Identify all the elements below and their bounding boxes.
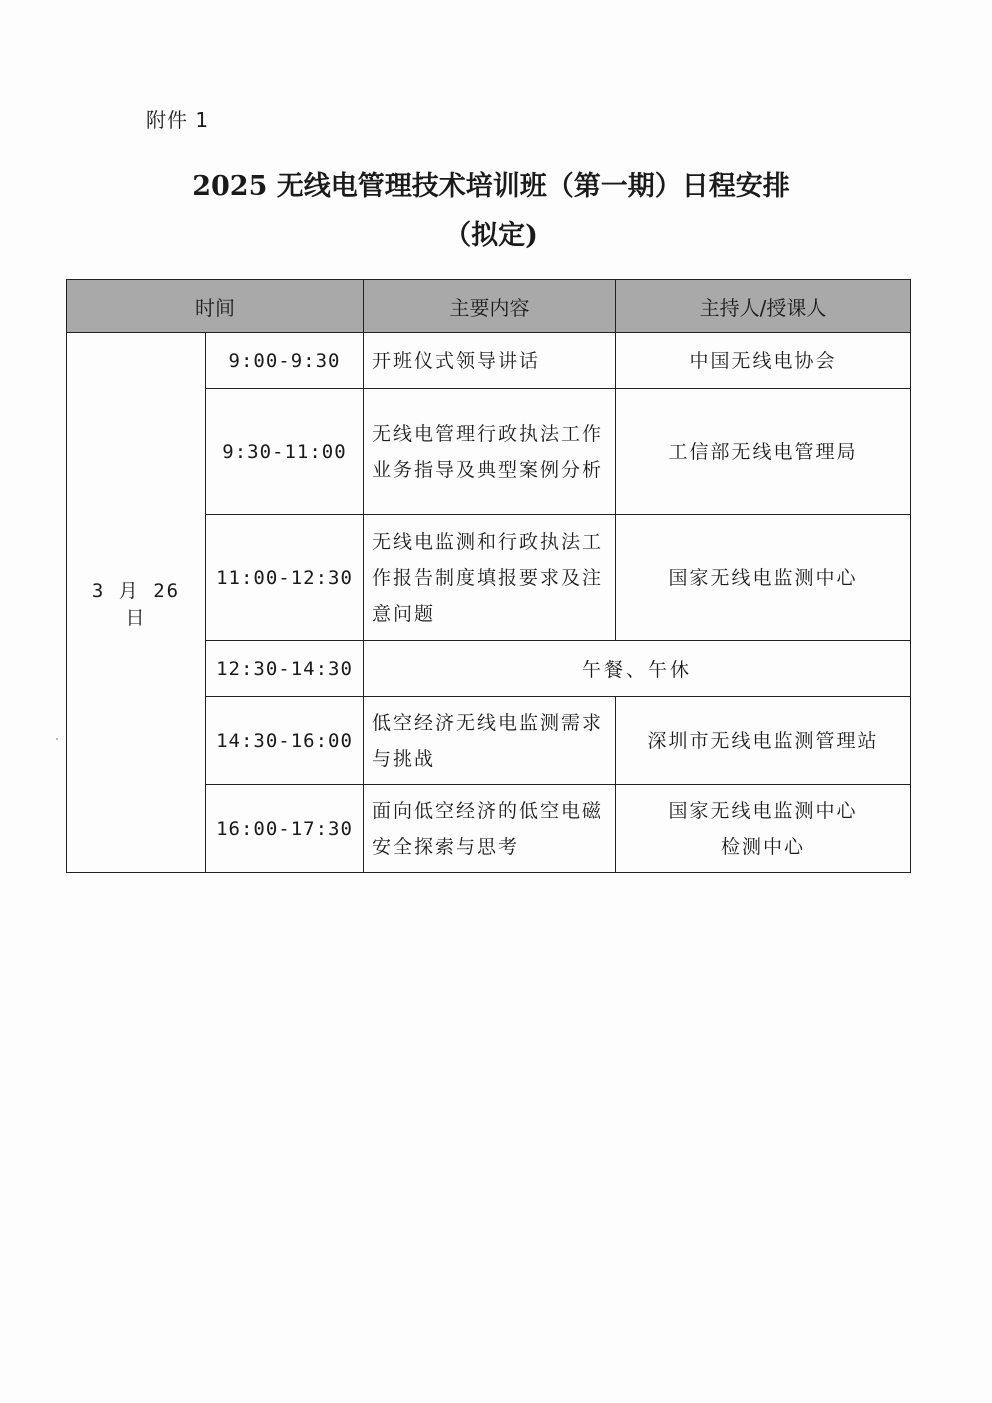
content-cell: 无线电管理行政执法工作业务指导及典型案例分析 bbox=[364, 389, 616, 515]
table-row bbox=[67, 333, 911, 389]
time-cell: 12:30-14:30 bbox=[206, 641, 364, 697]
content-cell: 开班仪式领导讲话 bbox=[364, 333, 616, 389]
content-cell: 面向低空经济的低空电磁安全探索与思考 bbox=[364, 785, 616, 873]
content-cell: 低空经济无线电监测需求与挑战 bbox=[364, 697, 616, 785]
document-title: 2025 无线电管理技术培训班（第一期）日程安排 bbox=[192, 171, 790, 202]
time-cell: 9:30-11:00 bbox=[206, 389, 364, 515]
time-cell: 16:00-17:30 bbox=[206, 785, 364, 873]
host-line: 检测中心 bbox=[720, 835, 805, 858]
header-content: 主要内容 bbox=[364, 280, 616, 333]
host-line: 国家无线电监测中心 bbox=[668, 566, 858, 589]
lunch-break-cell: 午餐、午休 bbox=[364, 641, 911, 697]
host-line: 工信部无线电管理局 bbox=[668, 440, 858, 463]
document-subtitle: （拟定) bbox=[444, 220, 538, 251]
table-header-row bbox=[67, 280, 911, 333]
host-cell bbox=[616, 389, 911, 515]
host-line: 国家无线电监测中心 bbox=[668, 799, 858, 822]
host-cell bbox=[616, 515, 911, 641]
header-time: 时间 bbox=[67, 280, 364, 333]
time-cell: 11:00-12:30 bbox=[206, 515, 364, 641]
time-cell: 9:00-9:30 bbox=[206, 333, 364, 389]
host-line: 深圳市无线电监测管理站 bbox=[647, 729, 879, 752]
header-host: 主持人/授课人 bbox=[616, 280, 911, 333]
attachment-label: 附件 1 bbox=[146, 108, 210, 132]
schedule-table bbox=[66, 279, 911, 873]
host-cell bbox=[616, 333, 911, 389]
host-line: 中国无线电协会 bbox=[689, 349, 837, 372]
host-cell bbox=[616, 697, 911, 785]
content-cell: 无线电监测和行政执法工作报告制度填报要求及注意问题 bbox=[364, 515, 616, 641]
host-cell bbox=[616, 785, 911, 873]
date-cell: 3 月 26 日 bbox=[67, 333, 206, 873]
time-cell: 14:30-16:00 bbox=[206, 697, 364, 785]
scan-speck bbox=[56, 738, 58, 740]
